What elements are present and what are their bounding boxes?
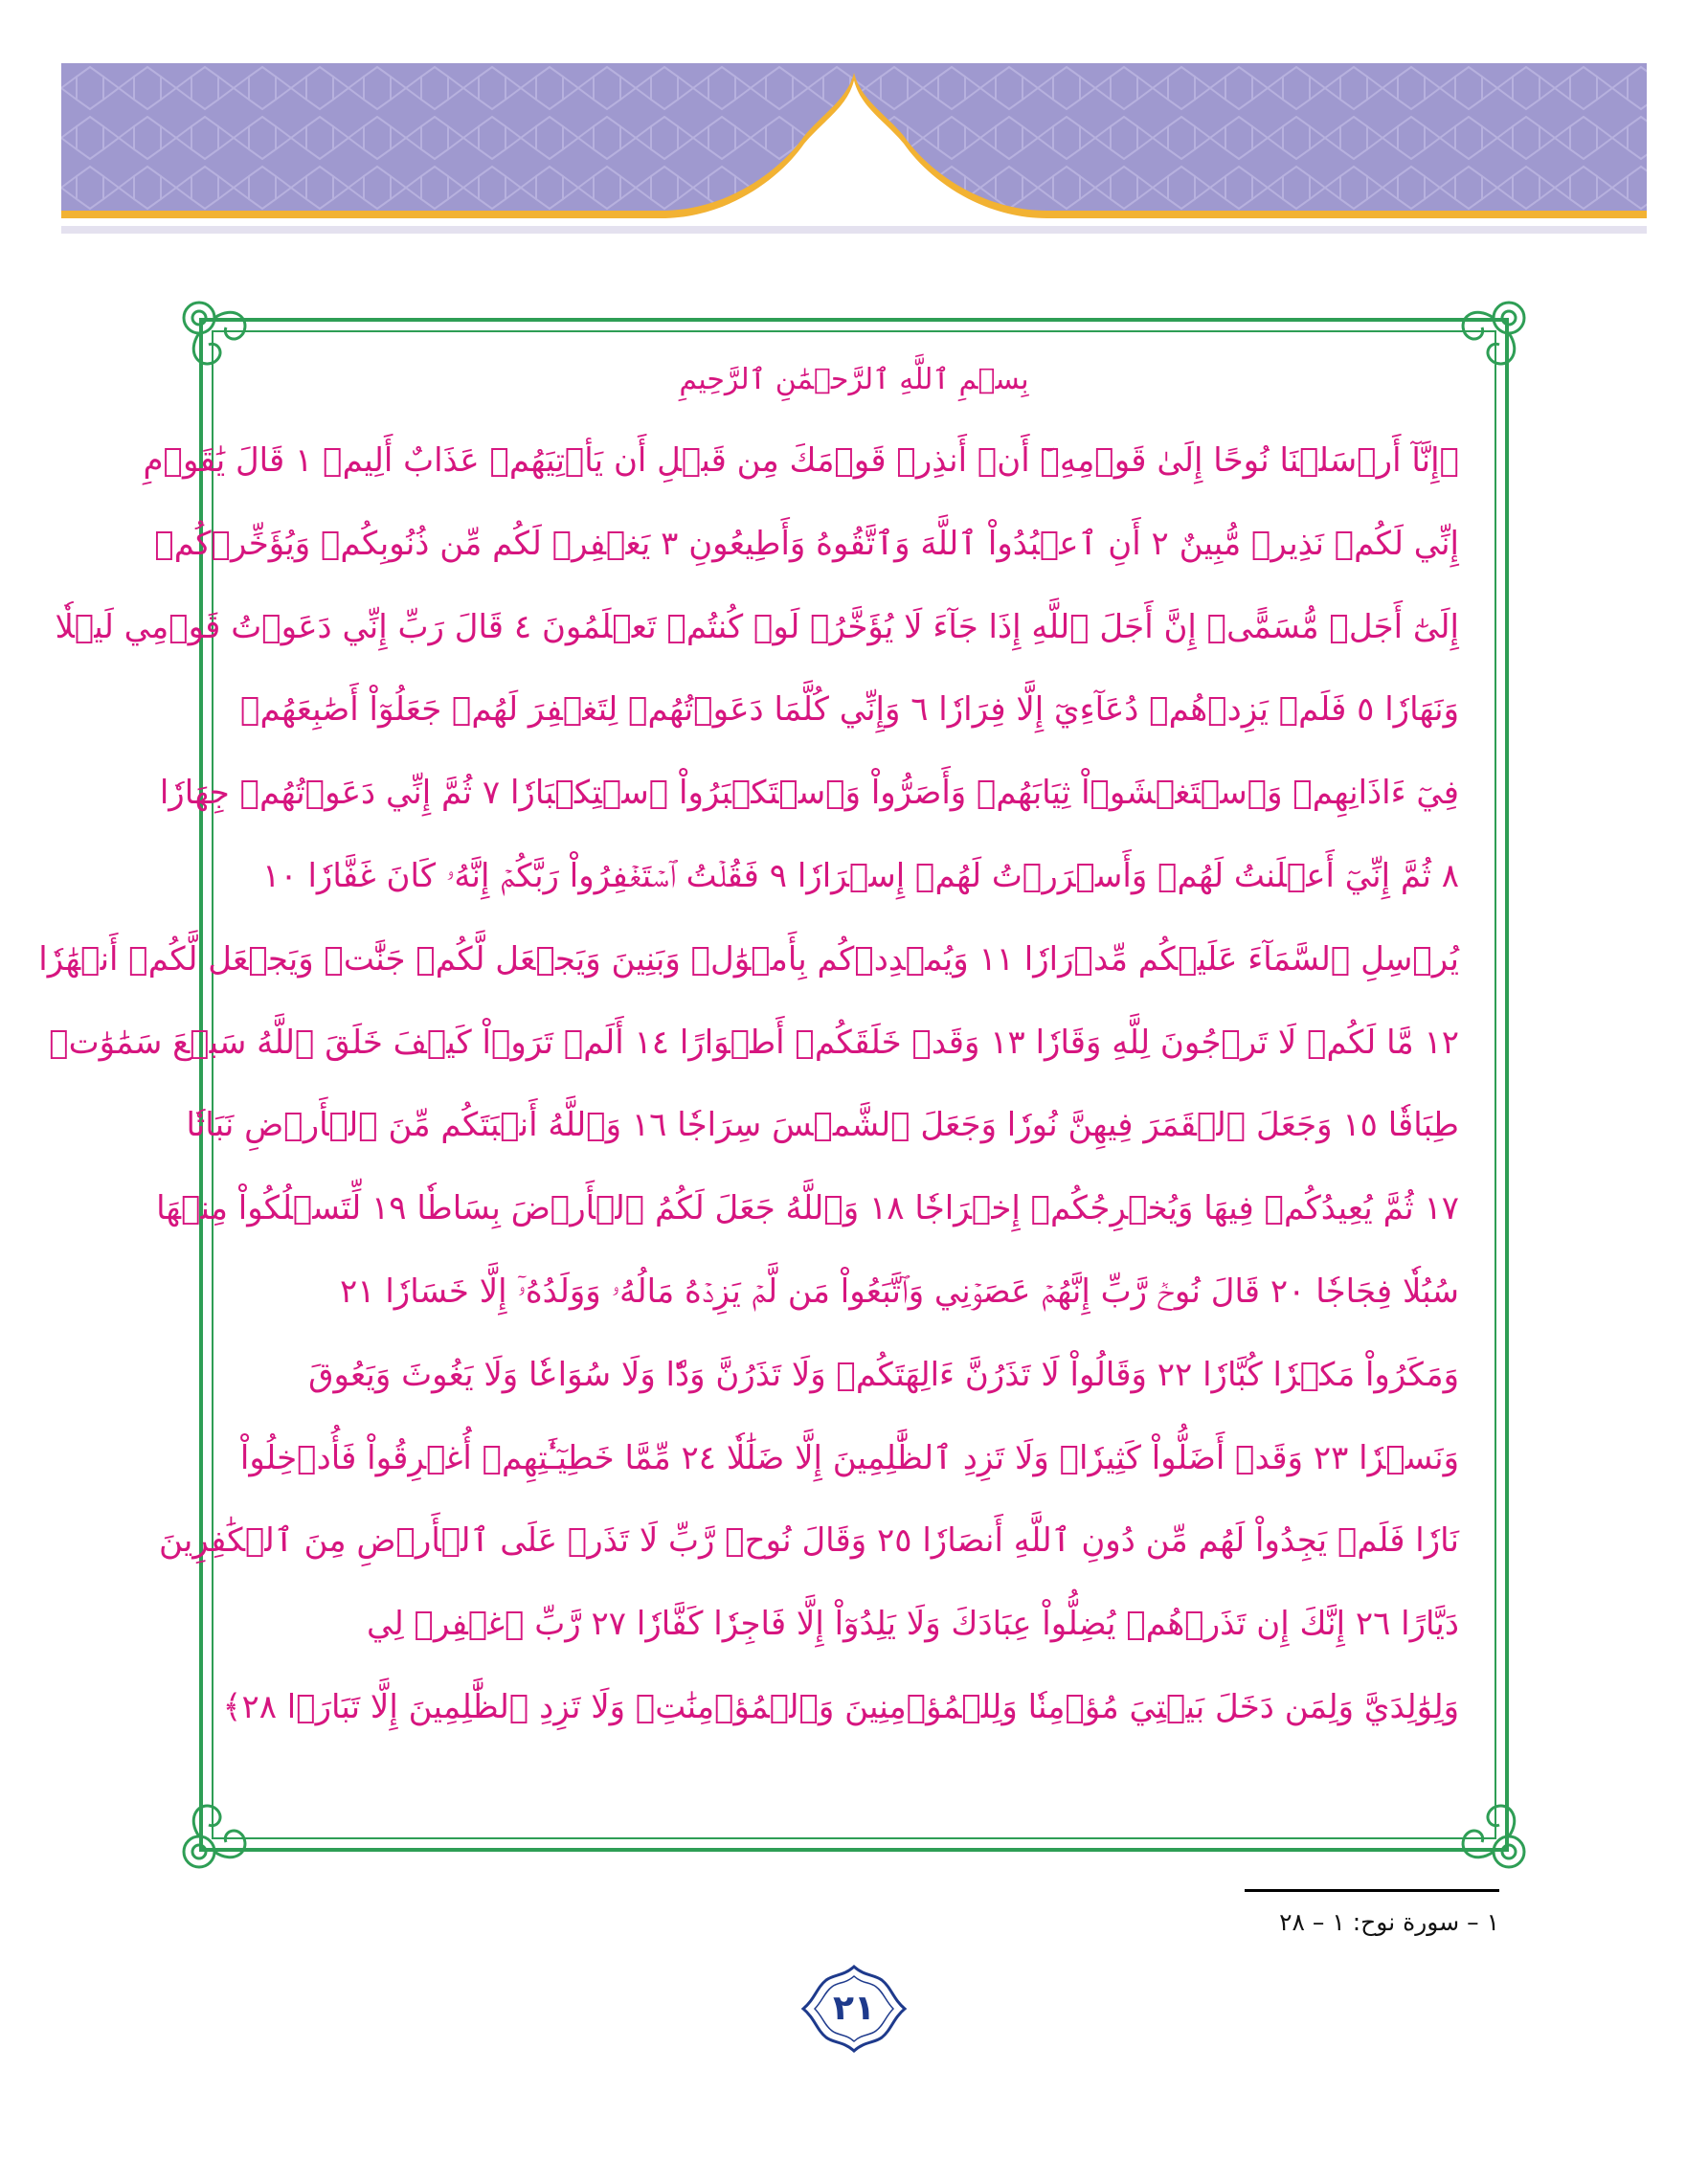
verse-line: وَمَكَرُواْ مَكۡرٗا كُبَّارٗا ٢٢ وَقَالُواْ لَا تَذَرُنَّ ءَالِهَتَكُمۡ وَلَا تَذَرُنَّ وَدّٗا وَلَا سُوَاعٗا وَلَا يَغُوثَ وَيَعُوقَ xyxy=(308,1355,1459,1394)
verse-line: نَارٗا فَلَمۡ يَجِدُواْ لَهُم مِّن دُونِ ٱللَّهِ أَنصَارٗا ٢٥ وَقَالَ نُوحٞ رَّبِّ لَا تَذَرۡ عَلَى ٱلۡأَرۡضِ مِنَ ٱلۡكَٰفِرِينَ xyxy=(158,1521,1459,1561)
footnote: ١ – سورة نوح: ١ – ٢٨ xyxy=(1279,1908,1499,1936)
surah-verses xyxy=(38,419,1459,1750)
corner-ornament-bottom-left xyxy=(184,1806,245,1867)
verse-line: ﴿إِنَّآ أَرۡسَلۡنَا نُوحًا إِلَىٰ قَوۡمِهِۦٓ أَنۡ أَنذِرۡ قَوۡمَكَ مِن قَبۡلِ أَن يَأۡتِيَهُمۡ عَذَابٌ أَلِيمٞ ١ قَالَ يَٰقَوۡمِ xyxy=(143,441,1459,480)
verse-line: دَيَّارًا ٢٦ إِنَّكَ إِن تَذَرۡهُمۡ يُضِلُّواْ عِبَادَكَ وَلَا يَلِدُوٓاْ إِلَّا فَاجِرٗا كَفَّارٗا ٢٧ رَّبِّ ٱغۡفِرۡ لِي xyxy=(367,1605,1459,1644)
verse-line: ٨ ثُمَّ إِنِّيٓ أَعۡلَنتُ لَهُمۡ وَأَسۡرَرۡتُ لَهُمۡ إِسۡرَارٗا ٩ فَقُلۡتُ ٱسۡتَغۡفِرُواْ رَبَّكُمۡ إِنَّهُۥ كَانَ غَفَّارٗا ١٠ xyxy=(262,856,1459,895)
verse-line: وَنَهَارٗا ٥ فَلَمۡ يَزِدۡهُمۡ دُعَآءِيٓ إِلَّا فِرَارٗا ٦ وَإِنِّي كُلَّمَا دَعَوۡتُهُمۡ لِتَغۡفِرَ لَهُمۡ جَعَلُوٓاْ أَصَٰبِعَهُمۡ xyxy=(240,690,1459,730)
verse-line: طِبَاقٗا ١٥ وَجَعَلَ ٱلۡقَمَرَ فِيهِنَّ نُورٗا وَجَعَلَ ٱلشَّمۡسَ سِرَاجٗا ١٦ وَٱللَّهُ أَنۢبَتَكُم مِّنَ ٱلۡأَرۡضِ نَبَاتٗا xyxy=(186,1106,1459,1145)
verse-line: ١٢ مَّا لَكُمۡ لَا تَرۡجُونَ لِلَّهِ وَقَارٗا ١٣ وَقَدۡ خَلَقَكُمۡ أَطۡوَارًا ١٤ أَلَمۡ تَرَوۡاْ كَيۡفَ خَلَقَ ٱللَّهُ سَبۡعَ سَمَٰوَٰتٖ xyxy=(49,1023,1459,1062)
verse-line: فِيٓ ءَاذَانِهِمۡ وَٱسۡتَغۡشَوۡاْ ثِيَابَهُمۡ وَأَصَرُّواْ وَٱسۡتَكۡبَرُواْ ٱسۡتِكۡبَارٗا ٧ ثُمَّ إِنِّي دَعَوۡتُهُمۡ جِهَارٗا xyxy=(159,774,1459,813)
footnote-divider xyxy=(1245,1889,1499,1892)
corner-ornament-top-left xyxy=(184,303,245,364)
banner-bottom-shadow xyxy=(61,226,1647,234)
bismillah-heading: بِسۡمِ ٱللَّهِ ٱلرَّحۡمَٰنِ ٱلرَّحِيمِ xyxy=(679,363,1029,396)
verse-line: سُبُلٗا فِجَاجٗا ٢٠ قَالَ نُوحٞ رَّبِّ إِنَّهُمۡ عَصَوۡنِي وَٱتَّبَعُواْ مَن لَّمۡ يَزِدۡهُ مَالُهُۥ وَوَلَدُهُۥٓ إِلَّا خَسَارٗا ٢١ xyxy=(339,1272,1459,1311)
verse-line: إِلَىٰٓ أَجَلٖ مُّسَمًّىۚ إِنَّ أَجَلَ ٱللَّهِ إِذَا جَآءَ لَا يُؤَخَّرُۚ لَوۡ كُنتُمۡ تَعۡلَمُونَ ٤ قَالَ رَبِّ إِنِّي دَعَوۡتُ قَوۡمِي لَيۡلٗا xyxy=(55,607,1459,646)
verse-line: وَنَسۡرٗا ٢٣ وَقَدۡ أَضَلُّواْ كَثِيرٗاۖ وَلَا تَزِدِ ٱلظَّٰلِمِينَ إِلَّا ضَلَٰلٗا ٢٤ مِّمَّا خَطِيٓـَٰٔتِهِمۡ أُغۡرِقُواْ فَأُدۡخِلُواْ xyxy=(239,1438,1459,1477)
header-banner xyxy=(61,63,1647,236)
page-number: ٢١ xyxy=(833,1989,875,2028)
verse-line: إِنِّي لَكُمۡ نَذِيرٞ مُّبِينٌ ٢ أَنِ ٱعۡبُدُواْ ٱللَّهَ وَٱتَّقُوهُ وَأَطِيعُونِ ٣ يَغۡفِرۡ لَكُم مِّن ذُنُوبِكُمۡ وَيُؤَخِّرۡكُمۡ xyxy=(154,524,1459,563)
verse-line: وَلِوَٰلِدَيَّ وَلِمَن دَخَلَ بَيۡتِيَ مُؤۡمِنٗا وَلِلۡمُؤۡمِنِينَ وَٱلۡمُؤۡمِنَٰتِۖ وَلَا تَزِدِ ٱلظَّٰلِمِينَ إِلَّا تَبَارَۢا ٢٨﴾ xyxy=(222,1687,1459,1726)
verse-line: ١٧ ثُمَّ يُعِيدُكُمۡ فِيهَا وَيُخۡرِجُكُمۡ إِخۡرَاجٗا ١٨ وَٱللَّهُ جَعَلَ لَكُمُ ٱلۡأَرۡضَ بِسَاطٗا ١٩ لِّتَسۡلُكُواْ مِنۡهَا xyxy=(156,1189,1459,1228)
corner-ornament-top-right xyxy=(1463,303,1524,364)
verse-line: يُرۡسِلِ ٱلسَّمَآءَ عَلَيۡكُم مِّدۡرَارٗا ١١ وَيُمۡدِدۡكُم بِأَمۡوَٰلٖ وَبَنِينَ وَيَجۡعَل لَّكُمۡ جَنَّٰتٖ وَيَجۡعَل لَّكُمۡ أَنۡهَٰرٗا xyxy=(38,939,1459,979)
corner-ornament-bottom-right xyxy=(1463,1806,1524,1867)
star-lattice-pattern xyxy=(61,63,1647,211)
